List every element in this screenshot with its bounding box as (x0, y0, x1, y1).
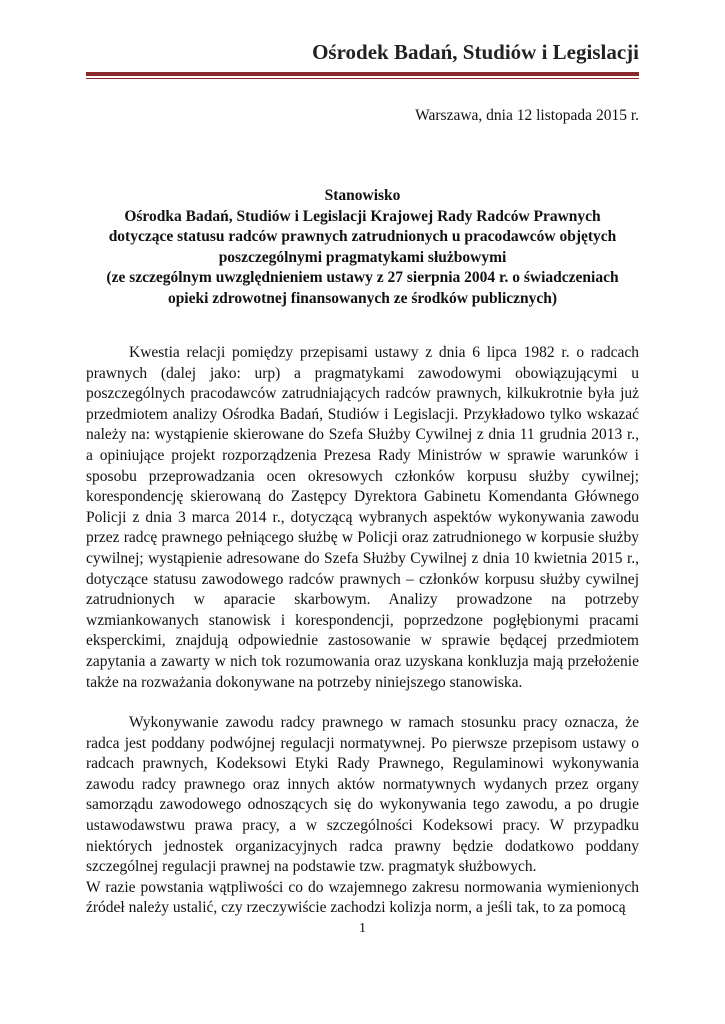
body-paragraph: Wykonywanie zawodu radcy prawnego w ramach stosunku pracy oznacza, że radca jest poddany podwójnej regulacji normatywnej. Po pierwsze przepisom ustawy o radcach prawnych, Kodeksowi Etyki Rady Prawnego, Regulaminowi wykonywania zawodu radcy prawnego oraz innych aktów normatywnych wydanych przez organy samorządu zawodowego odnoszących się do wykonywania tego zawodu, a po drugie ustawodawstwu prawa pracy, a w szczególności Kodeksowi pracy. W przypadku niektórych jednostek organizacyjnych radca prawny będzie dodatkowo poddany szczególnej regulacji prawnej na podstawie tzw. pragmatyk służbowych. (86, 714, 639, 876)
title-line: (ze szczególnym uwzględnieniem ustawy z 27 sierpnia 2004 r. o świadczeniach (106, 269, 619, 286)
title-line: Stanowisko (324, 187, 401, 204)
title-line: Ośrodka Badań, Studiów i Legislacji Krajowej Rady Radców Prawnych (124, 207, 601, 225)
title-line: dotyczące statusu radców prawnych zatrudnionych u pracodawców objętych (108, 228, 617, 245)
header-title: Ośrodek Badań, Studiów i Legislacji (312, 40, 639, 64)
title-line: opieki zdrowotnej finansowanych ze środków publicznych) (167, 289, 558, 307)
date-line: Warszawa, dnia 12 listopada 2015 r. (415, 107, 639, 124)
title-line: poszczególnymi pragmatykami służbowymi (218, 248, 507, 266)
header-rule-thin (86, 78, 639, 79)
body-paragraph: Kwestia relacji pomiędzy przepisami ustawy z dnia 6 lipca 1982 r. o radcach prawnych (dalej jako: urp) a pragmatykami zawodowymi obowiązującymi u poszczególnych pracodawców zatrudniających radców prawnych, kilkukrotnie była już przedmiotem analizy Ośrodka Badań, Studiów i Legislacji. Przykładowo tylko wskazać należy na: wystąpienie skierowane do Szefa Służby Cywilnej z dnia 11 grudnia 2013 r., a opiniujące projekt rozporządzenia Prezesa Rady Ministrów w sprawie warunków i sposobu przeprowadzania ocen okresowych członków korpusu służby cywilnej; korespondencję skierowaną do Zastępcy Dyrektora Gabinetu Komendanta Głównego Policji z dnia 3 marca 2014 r., dotyczącą wybranych aspektów wykonywania zawodu przez radcę prawnego pełniącego służbę w Policji oraz zatrudnionego w korpusie służby cywilnej; wystąpienie adresowane do Szefa Służby Cywilnej z dnia 10 kwietnia 2015 r., dotyczące statusu zawodowego radców prawnych – członków korpusu służby cywilnej zatrudnionych w aparacie skarbowym. Analizy prowadzone na potrzeby wzmiankowanych stanowisk i korespondencji, poprzedzone pogłębionymi pracami eksperckimi, znajdują odpowiednie zastosowanie w sprawie będącej przedmiotem zapytania a zawarty w nich tok rozumowania oraz uzyskana konkluzja mają przełożenie także na rozważania dokonywane na potrzeby niniejszego stanowiska. (86, 344, 639, 691)
page-number: 1 (359, 921, 366, 936)
header-rule-thick (86, 72, 639, 76)
body-text (86, 343, 639, 919)
document-title (86, 186, 639, 309)
body-paragraph: W razie powstania wątpliwości co do wzajemnego zakresu normowania wymienionych źródeł należy ustalić, czy rzeczywiście zachodzi kolizja norm, a jeśli tak, to za pomocą (86, 878, 639, 917)
